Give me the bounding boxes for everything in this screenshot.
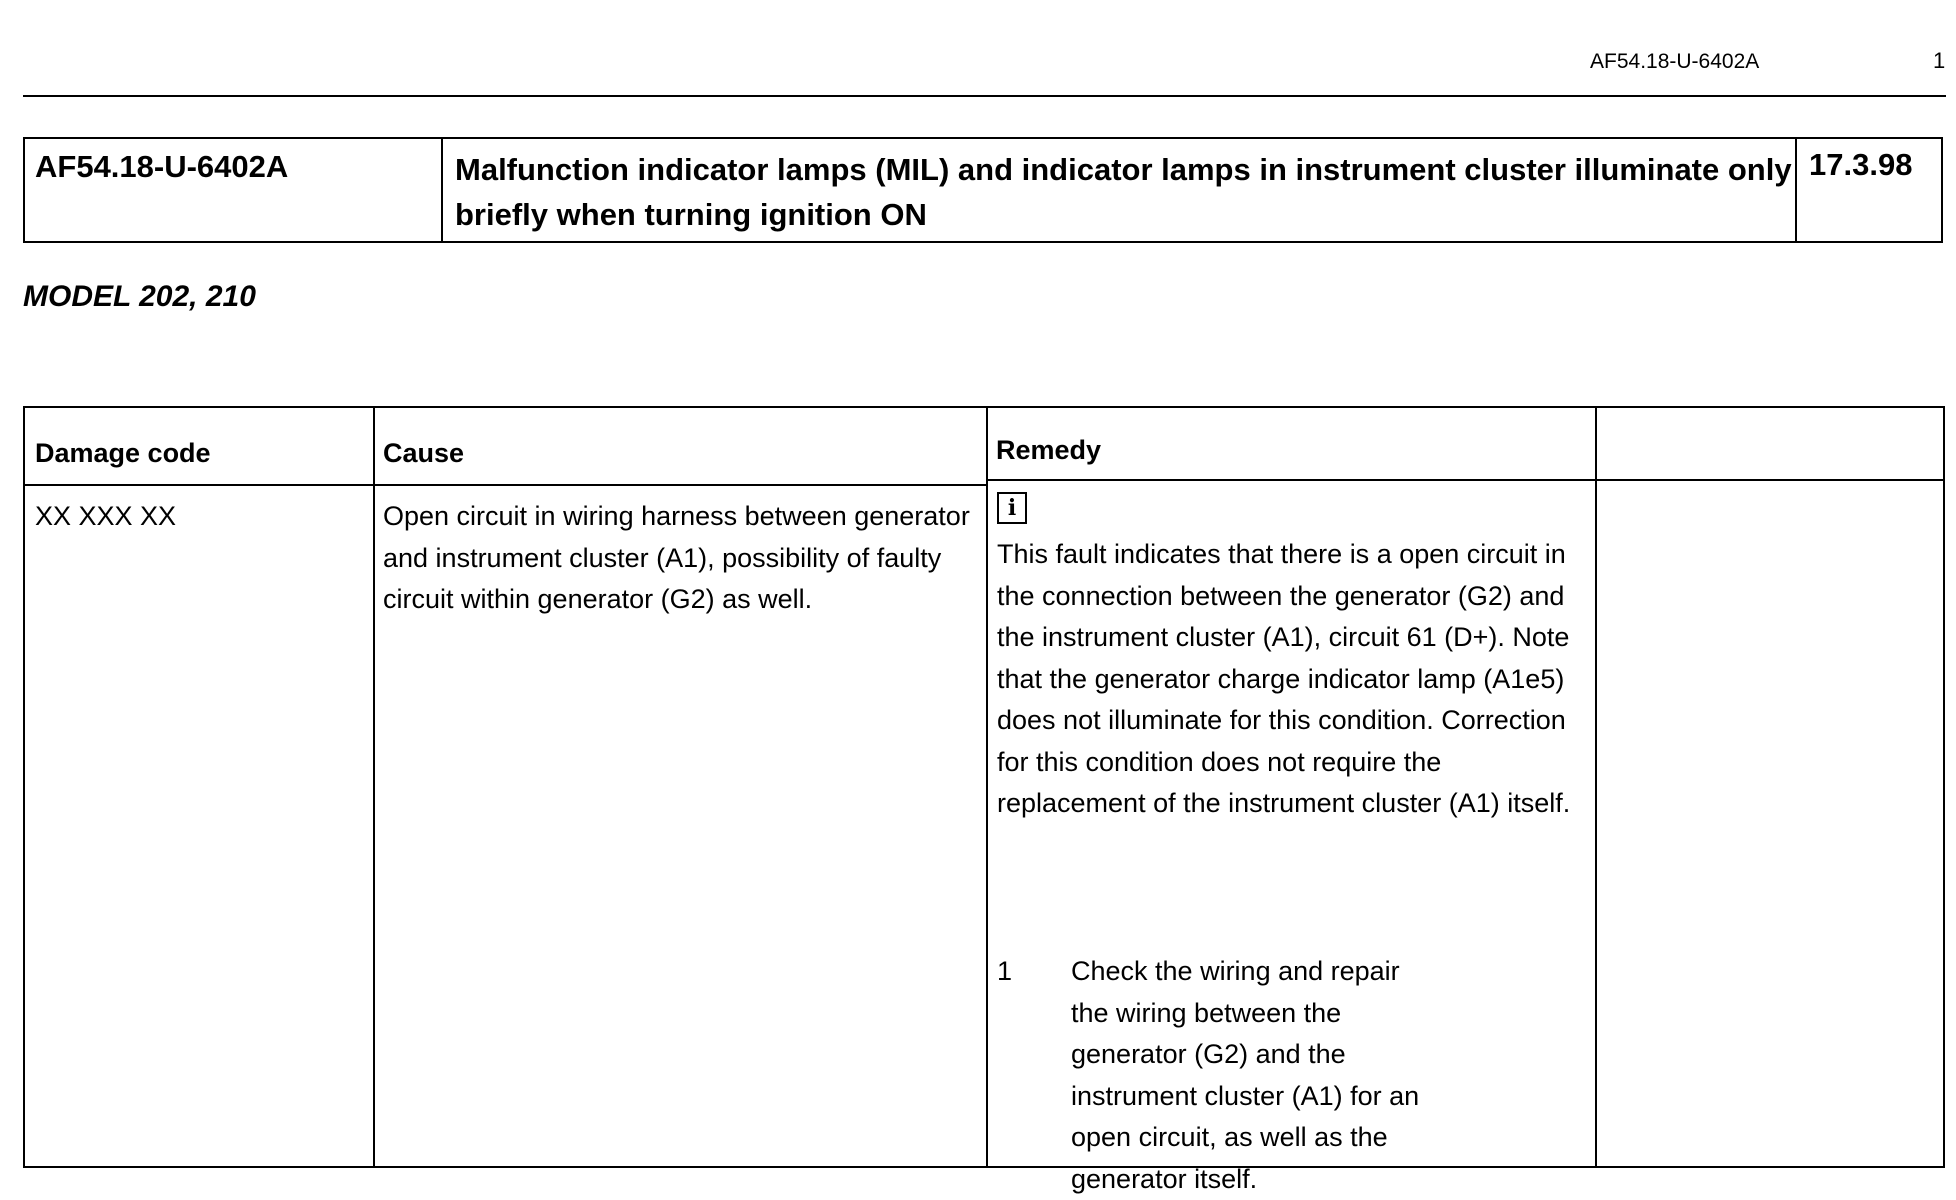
title-box	[23, 137, 1943, 243]
damage-code-cell: XX XXX XX	[35, 501, 177, 531]
header-rule	[23, 95, 1946, 97]
fault-table	[23, 406, 1945, 1194]
column-header-remedy: Remedy	[996, 435, 1102, 465]
remedy-note: This fault indicates that there is a open circuit in the connection between the generator (G2) and the instrument cluster (A1), circuit 61 (D+). Note that the generator charge indicator lamp (A1e5) does not illuminate for this condition. Correction for this condition does not require the replacement of the instrument cluster (A1) itself.	[997, 539, 1571, 818]
column-divider	[373, 408, 375, 1166]
document-code: AF54.18-U-6402A	[25, 139, 443, 241]
header-row-divider	[25, 484, 986, 486]
page-number: 1	[1933, 48, 1946, 73]
running-header-code: AF54.18-U-6402A	[1590, 50, 1760, 73]
document-date: 17.3.98	[1809, 147, 1913, 182]
model-heading: MODEL 202, 210	[23, 280, 256, 313]
document-title: Malfunction indicator lamps (MIL) and indicator lamps in instrument cluster illuminate only briefly when turning ignition ON	[443, 139, 1797, 241]
column-header-damage-code: Damage code	[35, 438, 211, 468]
remedy-step-text: Check the wiring and repair the wiring between the generator (G2) and the instrument cluster (A1) for an open circuit, as well as the generator itself.	[1071, 956, 1420, 1194]
column-divider	[986, 408, 988, 1166]
cause-cell: Open circuit in wiring harness between generator and instrument cluster (A1), possibility of faulty circuit within generator (G2) as well.	[383, 501, 970, 614]
column-divider	[1595, 408, 1597, 1166]
header-row-divider	[986, 479, 1943, 481]
info-icon: i	[997, 492, 1027, 524]
column-header-cause: Cause	[383, 438, 465, 468]
remedy-step-number: 1	[997, 956, 1013, 986]
